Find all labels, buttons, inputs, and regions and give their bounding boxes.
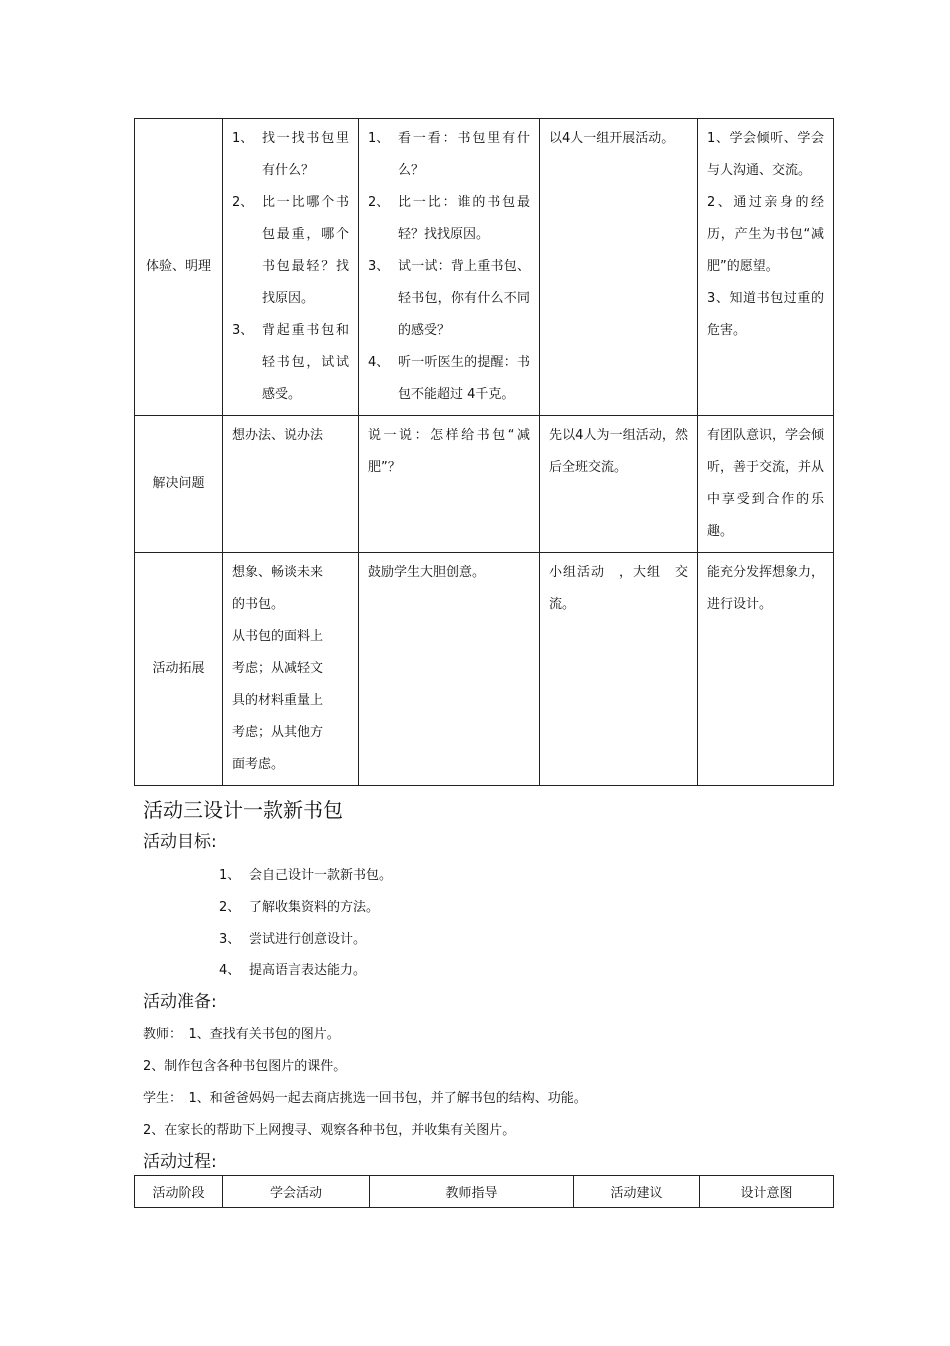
stage-cell: 活动拓展	[135, 553, 223, 786]
intent-line: 2、通过亲身的经历，产生为书包“减肥”的愿望。	[707, 195, 824, 274]
text-line: 的书包。	[232, 597, 285, 612]
column-header: 设计意图	[700, 1176, 834, 1208]
column-header: 学会活动	[223, 1176, 370, 1208]
list-item	[368, 251, 530, 347]
intent-line: 1、学会倾听、学会与人沟通、交流。	[707, 131, 824, 178]
intent-cell: 有团队意识，学会倾听，善于交流，并从中享受到合作的乐趣。	[698, 416, 834, 553]
suggestion-cell: 先以4人为一组活动，然后全班交流。	[540, 416, 698, 553]
goal-number: 4、	[219, 963, 241, 978]
list-item	[232, 123, 349, 187]
text-line: 考虑；从其他方	[232, 725, 324, 740]
goals-heading: 活动目标:	[143, 832, 217, 852]
goal-text: 提高语言表达能力。	[249, 963, 367, 978]
prep-line: 2、制作包含各种书包图片的课件。	[143, 1059, 347, 1074]
suggestion-cell: 以4人一组开展活动。	[540, 119, 698, 416]
goal-number: 1、	[219, 868, 241, 883]
learn-activity-cell: 想办法、说办法	[223, 416, 359, 553]
table-row	[135, 553, 834, 786]
table-row	[135, 119, 834, 416]
text-line: 具的材料重量上	[232, 693, 324, 708]
activity-table-continued	[134, 118, 834, 786]
process-heading: 活动过程:	[143, 1152, 217, 1172]
teacher-guidance-cell	[359, 119, 540, 416]
text-line: 从书包的面料上	[232, 629, 324, 644]
stage-cell: 体验、明理	[135, 119, 223, 416]
goal-number: 3、	[219, 932, 241, 947]
section-title: 活动三设计一款新书包	[143, 798, 343, 822]
item-number: 3、	[232, 323, 254, 338]
prep-line: 2、在家长的帮助下上网搜寻、观察各种书包，并收集有关图片。	[143, 1123, 516, 1138]
table-header-row	[135, 1176, 834, 1208]
item-number: 3、	[368, 259, 390, 274]
prep-heading: 活动准备:	[143, 992, 217, 1012]
intent-cell: 能充分发挥想象力，进行设计。	[698, 553, 834, 786]
teacher-guidance-cell: 说一说：怎样给书包“减肥”？	[359, 416, 540, 553]
goal-item	[219, 930, 366, 950]
stage-cell: 解决问题	[135, 416, 223, 553]
goal-text: 会自己设计一款新书包。	[249, 868, 393, 883]
goal-item	[219, 898, 379, 918]
list-item	[368, 187, 530, 251]
goal-item	[219, 866, 392, 886]
goal-number: 2、	[219, 900, 241, 915]
column-header: 活动阶段	[135, 1176, 223, 1208]
item-number: 1、	[232, 131, 254, 146]
text-line: 面考虑。	[232, 757, 285, 772]
text-line: 想象、畅谈未来	[232, 565, 324, 580]
item-number: 1、	[368, 131, 390, 146]
table-row	[135, 416, 834, 553]
item-text: 比一比：谁的书包最轻？找找原因。	[398, 195, 530, 242]
column-header: 活动建议	[574, 1176, 700, 1208]
item-text: 试一试：背上重书包、轻书包，你有什么不同的感受？	[398, 259, 530, 338]
item-number: 2、	[232, 195, 254, 210]
list-item	[232, 187, 349, 315]
item-text: 找一找书包里有什么？	[262, 131, 349, 178]
column-header: 教师指导	[370, 1176, 574, 1208]
item-number: 4、	[368, 355, 390, 370]
item-text: 听一听医生的提醒：书包不能超过 4千克。	[398, 355, 530, 402]
prep-line: 学生： 1、和爸爸妈妈一起去商店挑选一回书包，并了解书包的结构、功能。	[143, 1091, 587, 1106]
list-item	[368, 347, 530, 411]
prep-line: 教师： 1、查找有关书包的图片。	[143, 1027, 340, 1042]
learn-activity-cell	[223, 553, 359, 786]
goal-item	[219, 961, 366, 981]
item-text: 背起重书包和轻书包，试试感受。	[262, 323, 349, 402]
list-item	[368, 123, 530, 187]
suggestion-cell: 小组活动 ，大组 交流。	[540, 553, 698, 786]
goal-text: 尝试进行创意设计。	[249, 932, 367, 947]
text-line: 考虑；从减轻文	[232, 661, 324, 676]
item-number: 2、	[368, 195, 390, 210]
teacher-guidance-cell: 鼓励学生大胆创意。	[359, 553, 540, 786]
intent-line: 3、知道书包过重的危害。	[707, 291, 824, 338]
process-table	[134, 1175, 834, 1208]
list-item	[232, 315, 349, 411]
learn-activity-cell	[223, 119, 359, 416]
goal-text: 了解收集资料的方法。	[249, 900, 380, 915]
intent-cell	[698, 119, 834, 416]
item-text: 比一比哪个书包最重，哪个书包最轻？找找原因。	[262, 195, 349, 306]
item-text: 看一看：书包里有什么？	[398, 131, 530, 178]
